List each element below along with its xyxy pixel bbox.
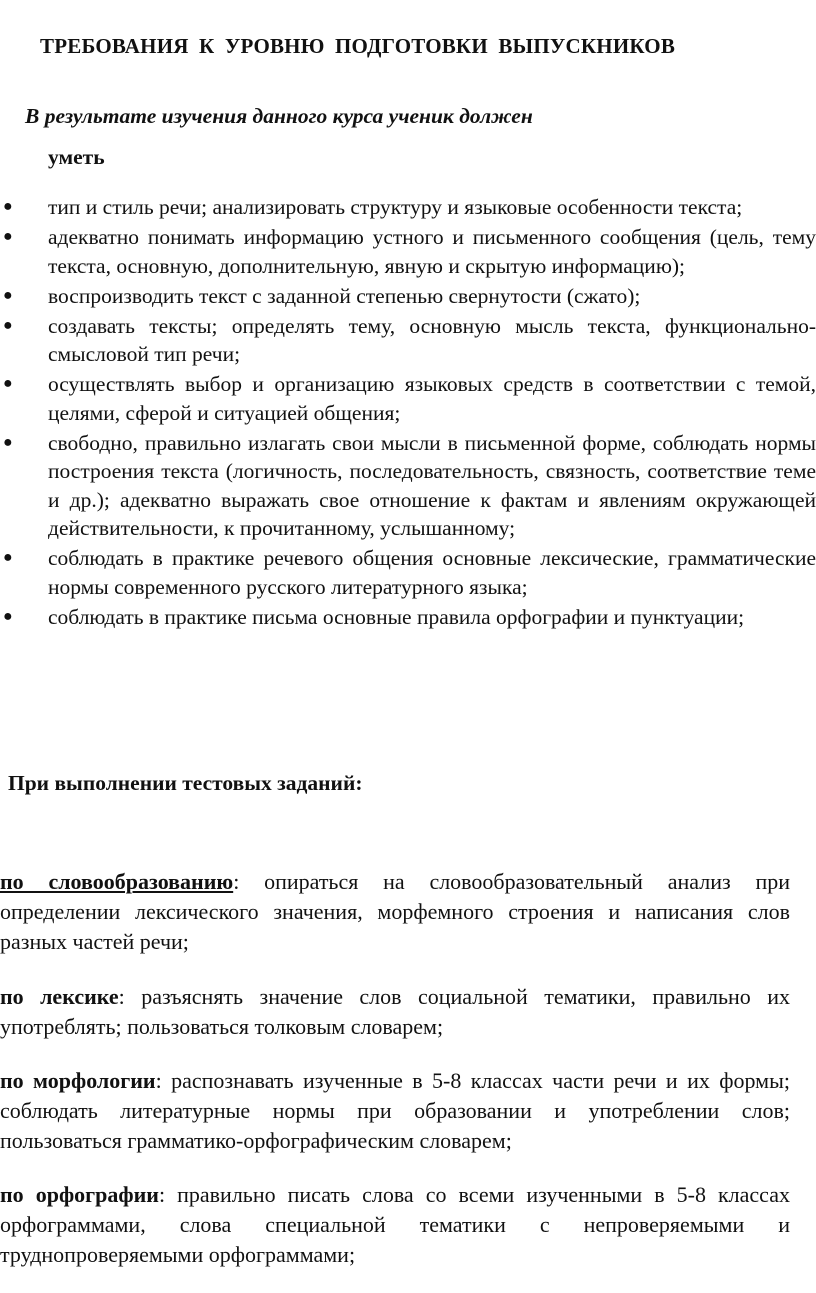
bullet-icon: ●: [3, 228, 13, 245]
requirement-word-formation: [0, 867, 790, 957]
requirement-morphology: [0, 1066, 790, 1156]
section-title: При выполнении тестовых заданий:: [8, 771, 363, 795]
intro-text: В результате изучения данного курса ученик должен: [25, 104, 533, 128]
requirement-term: по словообразованию: [0, 869, 234, 894]
document-title: ТРЕБОВАНИЯ К УРОВНЮ ПОДГОТОВКИ ВЫПУСКНИКОВ: [40, 34, 676, 58]
list-item-text: соблюдать в практике речевого общения основные лексические, грамматические нормы современного русского литературного языка;: [48, 546, 816, 599]
requirement-text: : опираться на словообразовательный анализ при определении лексического значения, морфемного строения и написания слов разных частей речи;: [0, 869, 790, 954]
list-item: [0, 223, 816, 280]
requirement-term: по морфологии: [0, 1068, 156, 1093]
list-item-text: воспроизводить текст с заданной степенью свернутости (сжато);: [48, 283, 641, 308]
list-item: [0, 603, 816, 632]
requirement-text: : распознавать изученные в 5-8 классах части речи и их формы; соблюдать литературные нормы при образовании и употреблении слов; пользоваться грамматико-орфографическим словарем;: [0, 1068, 790, 1153]
bullet-icon: ●: [3, 433, 13, 451]
requirement-term: по орфографии: [0, 1182, 159, 1207]
bullet-icon: ●: [3, 286, 13, 304]
list-item: [0, 193, 816, 222]
list-item-text: осуществлять выбор и организацию языковых средств в соответствии с темой, целями, сферой и ситуацией общения;: [48, 372, 816, 425]
list-item: [0, 370, 816, 427]
list-item: [0, 429, 816, 543]
list-item: [0, 544, 816, 601]
requirement-term: по лексике: [0, 984, 119, 1009]
list-item-text: адекватно понимать информацию устного и письменного сообщения (цель, тему текста, основную, дополнительную, явную и скрытую информацию);: [48, 225, 816, 278]
list-item-text: свободно, правильно излагать свои мысли в письменной форме, соблюдать нормы построения текста (логичность, последовательность, связность, соответствие теме и др.); адекватно выражать свое отношение к фактам и явлениям окружающей действительности, к прочитанному, услышанному;: [48, 430, 816, 540]
list-item: [0, 312, 816, 369]
bullet-icon: ●: [3, 198, 13, 215]
bullet-icon: ●: [3, 316, 13, 334]
requirement-text: : правильно писать слова со всеми изученными в 5-8 классах орфограммами, слова специальной тематики с непроверяемыми и труднопроверяемыми орфограммами;: [0, 1182, 790, 1267]
skills-list: [0, 193, 816, 633]
skill-heading: уметь: [48, 145, 105, 169]
requirement-text: : разъяснять значение слов социальной тематики, правильно их употреблять; пользоваться толковым словарем;: [0, 984, 790, 1039]
list-item-text: создавать тексты; определять тему, основную мысль текста, функционально-смысловой тип речи;: [48, 313, 816, 366]
bullet-icon: ●: [3, 375, 13, 392]
bullet-icon: ●: [3, 607, 13, 625]
list-item-text: тип и стиль речи; анализировать структуру и языковые особенности текста;: [48, 195, 743, 219]
bullet-icon: ●: [3, 549, 13, 566]
requirement-orthography: [0, 1180, 790, 1270]
list-item-text: соблюдать в практике письма основные правила орфографии и пунктуации;: [48, 604, 745, 629]
list-item: [0, 282, 816, 311]
requirement-lexicon: [0, 982, 790, 1042]
